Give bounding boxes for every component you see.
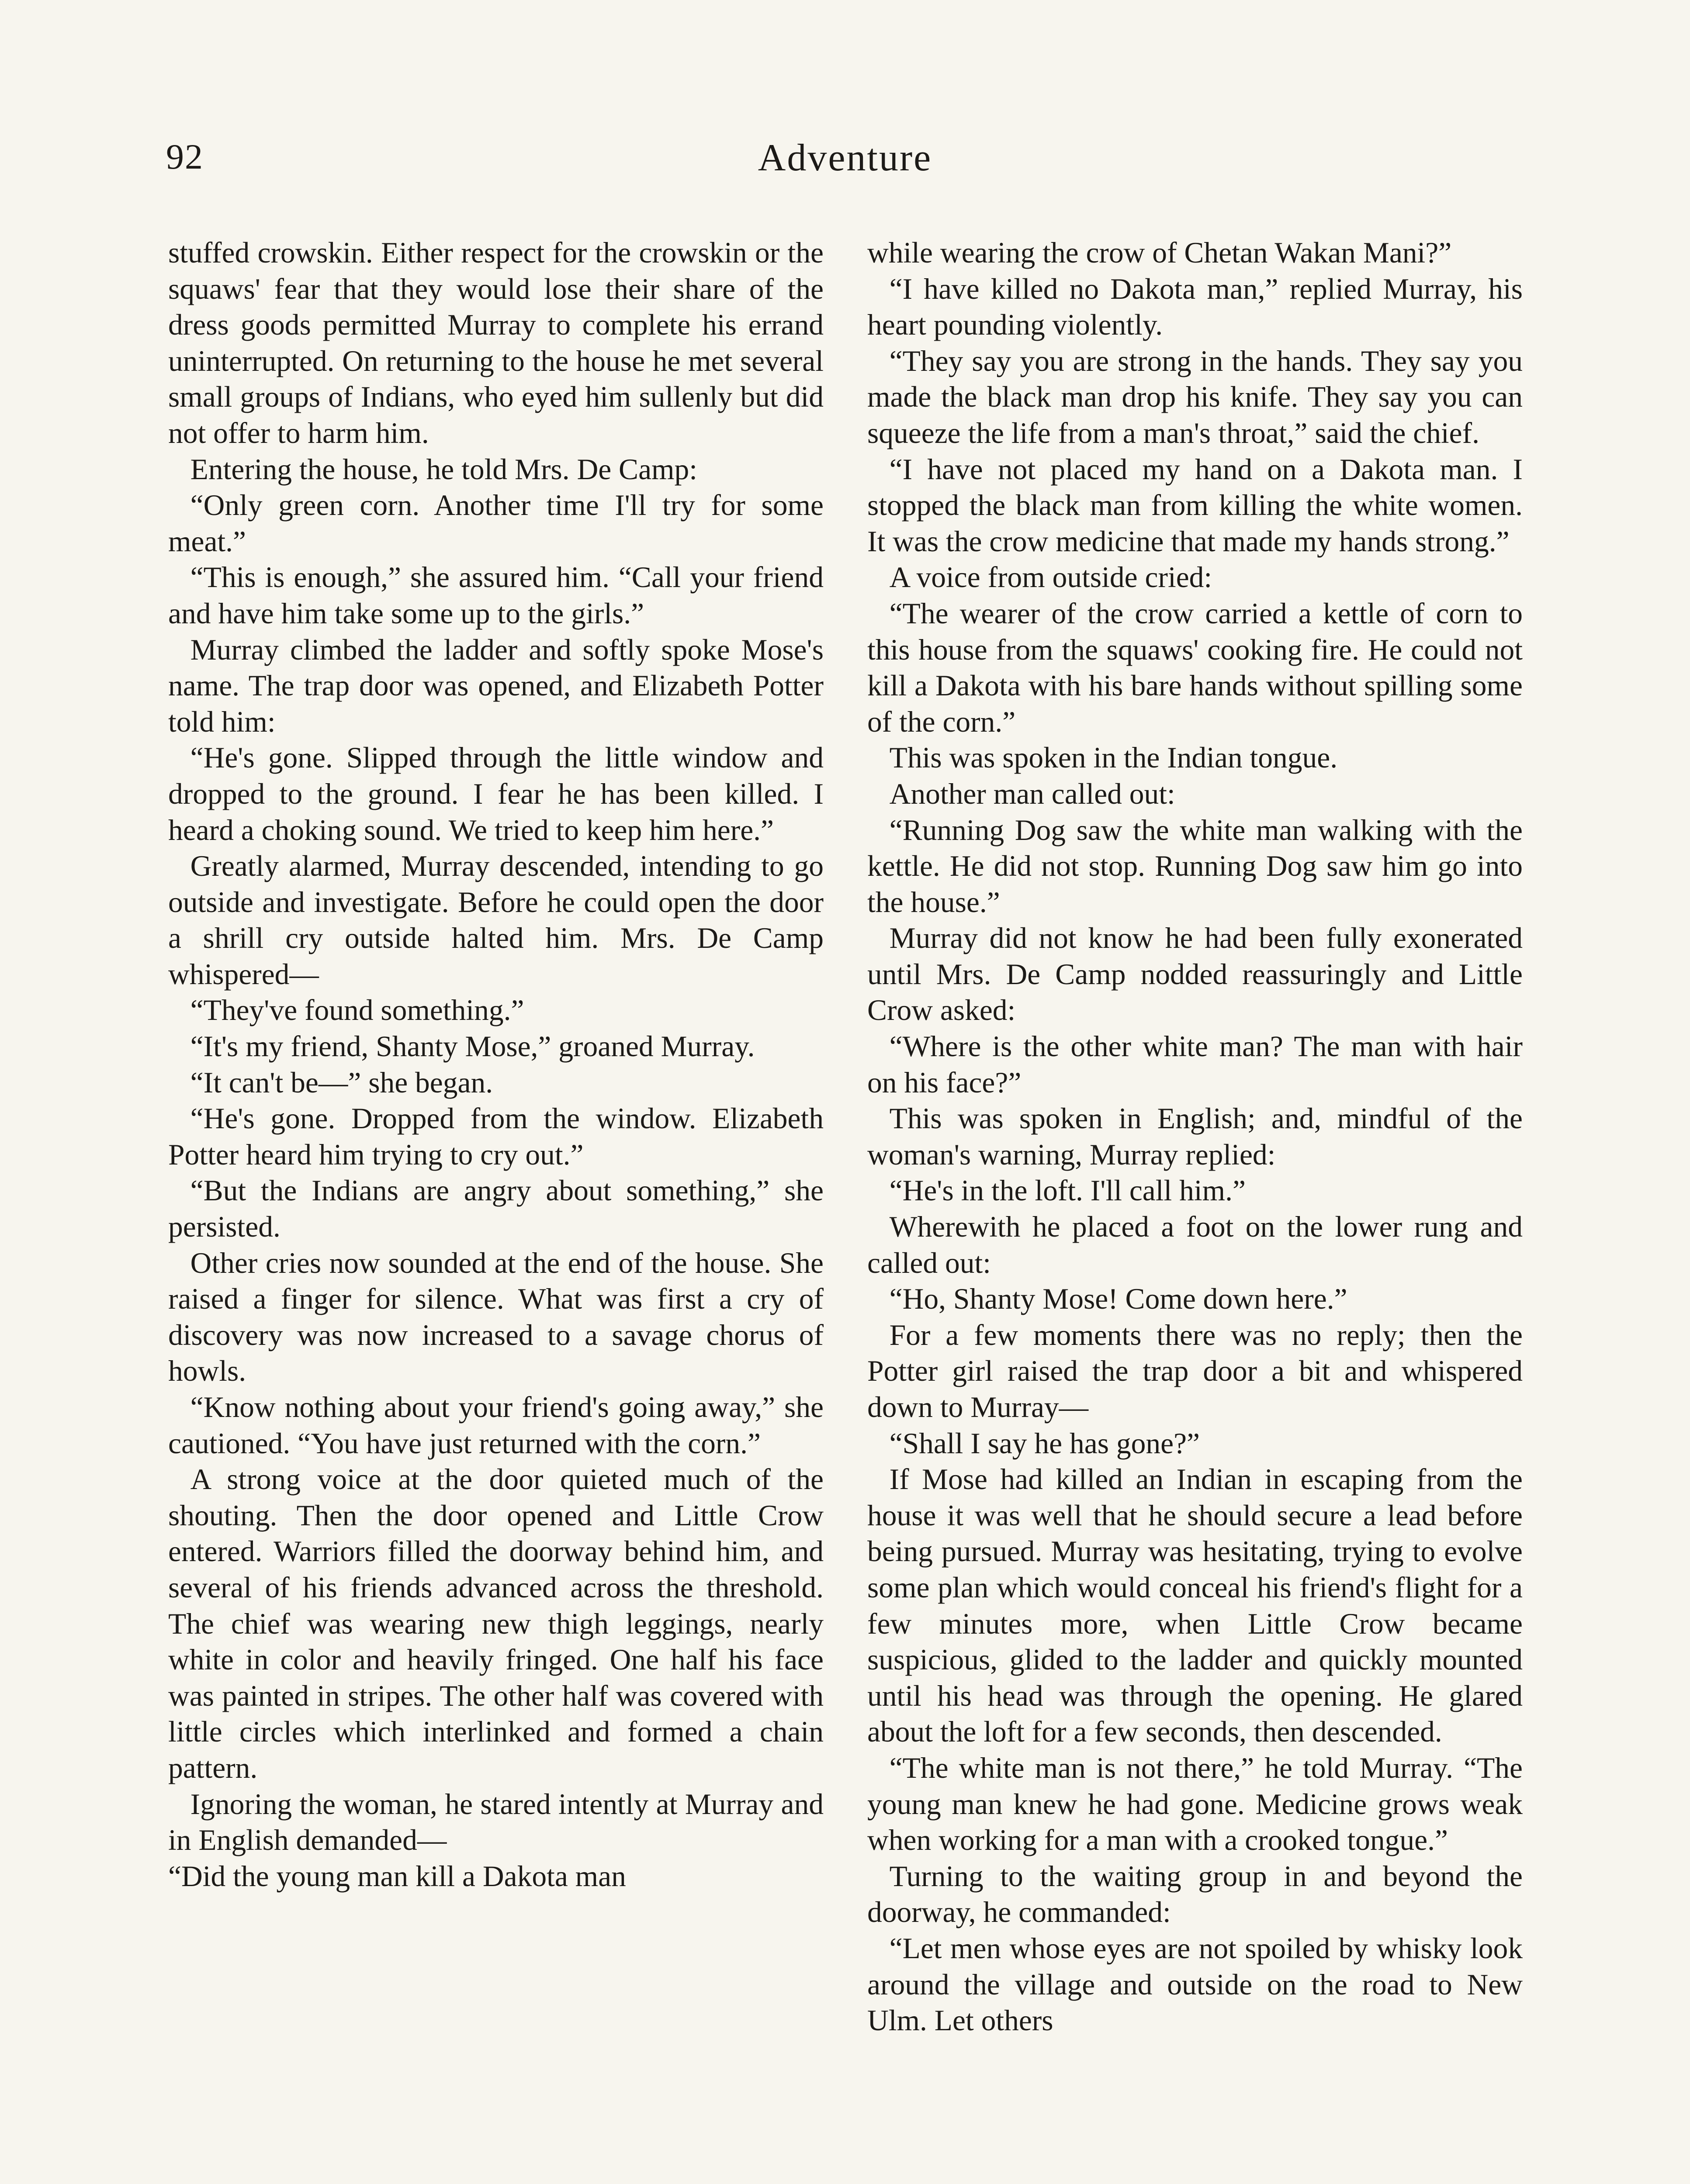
paragraph: If Mose had killed an Indian in escaping from the house it was well that he should secure a lead before being pursued. Murray was hesitating, trying to evolve some plan which would conceal his friend's flight for a few minutes more, when Little Crow became suspicious, glided to the ladder and quickly mounted until his head was through the opening. He glared about the loft for a few seconds, then descended. [867, 1463, 1523, 1749]
paragraph: “Only green corn. Another time I'll try for some meat.” [168, 489, 824, 558]
paragraph: Murray climbed the ladder and softly spoke Mose's name. The trap door was opened, and Elizabeth Potter told him: [168, 633, 824, 738]
paragraph: “Running Dog saw the white man walking with the kettle. He did not stop. Running Dog saw him go into the house.” [867, 813, 1523, 919]
right-column [867, 235, 1523, 2039]
running-head-title: Adventure [758, 137, 932, 179]
paragraph: “The wearer of the crow carried a kettle of corn to this house from the squaws' cooking fire. He could not kill a Dakota with his bare hands without spilling some of the corn.” [867, 597, 1523, 738]
paragraph: For a few moments there was no reply; then the Potter girl raised the trap door a bit and whispered down to Murray— [867, 1318, 1523, 1424]
paragraph: “Let men whose eyes are not spoiled by whisky look around the village and outside on the road to New Ulm. Let others [867, 1932, 1523, 2037]
paragraph: “He's gone. Dropped from the window. Elizabeth Potter heard him trying to cry out.” [168, 1102, 824, 1171]
paragraph: Wherewith he placed a foot on the lower rung and called out: [867, 1210, 1523, 1279]
paragraph: “I have killed no Dakota man,” replied Murray, his heart pounding violently. [867, 272, 1523, 342]
paragraph: Entering the house, he told Mrs. De Camp: [190, 453, 698, 486]
paragraph: This was spoken in the Indian tongue. [889, 741, 1338, 774]
paragraph: Another man called out: [889, 777, 1175, 810]
paragraph: “Know nothing about your friend's going away,” she cautioned. “You have just returned with the corn.” [168, 1391, 824, 1460]
paragraph: while wearing the crow of Chetan Wakan Mani?” [867, 236, 1452, 269]
paragraph: Greatly alarmed, Murray descended, intending to go outside and investigate. Before he could open the door a shrill cry outside halted him. Mrs. De Camp whispered— [168, 850, 824, 991]
paragraph: This was spoken in English; and, mindful of the woman's warning, Murray replied: [867, 1102, 1523, 1171]
paragraph: “It can't be—” she began. [190, 1066, 493, 1099]
paragraph: “They say you are strong in the hands. They say you made the black man drop his knife. They say you can squeeze the life from a man's throat,” said the chief. [867, 344, 1523, 449]
paragraph: “This is enough,” she assured him. “Call your friend and have him take some up to the girls.” [168, 561, 824, 630]
page-number: 92 [166, 137, 204, 176]
paragraph: “He's in the loft. I'll call him.” [889, 1174, 1246, 1207]
paragraph: “It's my friend, Shanty Mose,” groaned Murray. [190, 1030, 755, 1063]
paragraph: “Ho, Shanty Mose! Come down here.” [889, 1282, 1347, 1316]
paragraph: Turning to the waiting group in and beyond the doorway, he commanded: [867, 1859, 1523, 1929]
paragraph: “Did the young man kill a Dakota man [168, 1859, 626, 1893]
paragraph: Murray did not know he had been fully exonerated until Mrs. De Camp nodded reassuringly and Little Crow asked: [867, 922, 1523, 1027]
paragraph: stuffed crowskin. Either respect for the crowskin or the squaws' fear that they would lose their share of the dress goods permitted Murray to complete his errand uninterrupted. On returning to the house he met several small groups of Indians, who eyed him sullenly but did not offer to harm him. [168, 236, 824, 449]
paragraph: A strong voice at the door quieted much of the shouting. Then the door opened and Little Crow entered. Warriors filled the doorway behind him, and several of his friends advanced across the threshold. The chief was wearing new thigh leggings, nearly white in color and heavily fringed. One half his face was painted in stripes. The other half was covered with little circles which interlinked and formed a chain pattern. [168, 1463, 824, 1784]
paragraph: Other cries now sounded at the end of the house. She raised a finger for silence. What was first a cry of discovery was now increased to a savage chorus of howls. [168, 1246, 824, 1388]
paragraph: “But the Indians are angry about something,” she persisted. [168, 1174, 824, 1244]
paragraph: Ignoring the woman, he stared intently at Murray and in English demanded— [168, 1787, 824, 1857]
paragraph: “I have not placed my hand on a Dakota man. I stopped the black man from killing the white women. It was the crow medicine that made my hands strong.” [867, 453, 1523, 558]
paragraph: “They've found something.” [190, 994, 524, 1027]
paragraph: “The white man is not there,” he told Murray. “The young man knew he had gone. Medicine grows weak when working for a man with a crooked tongue.” [867, 1751, 1523, 1857]
paragraph: “He's gone. Slipped through the little window and dropped to the ground. I fear he has been killed. I heard a choking sound. We tried to keep him here.” [168, 741, 824, 847]
paragraph: “Where is the other white man? The man with hair on his face?” [867, 1030, 1523, 1099]
paragraph: “Shall I say he has gone?” [889, 1427, 1200, 1460]
left-column [168, 235, 824, 1894]
paragraph: A voice from outside cried: [889, 561, 1212, 594]
